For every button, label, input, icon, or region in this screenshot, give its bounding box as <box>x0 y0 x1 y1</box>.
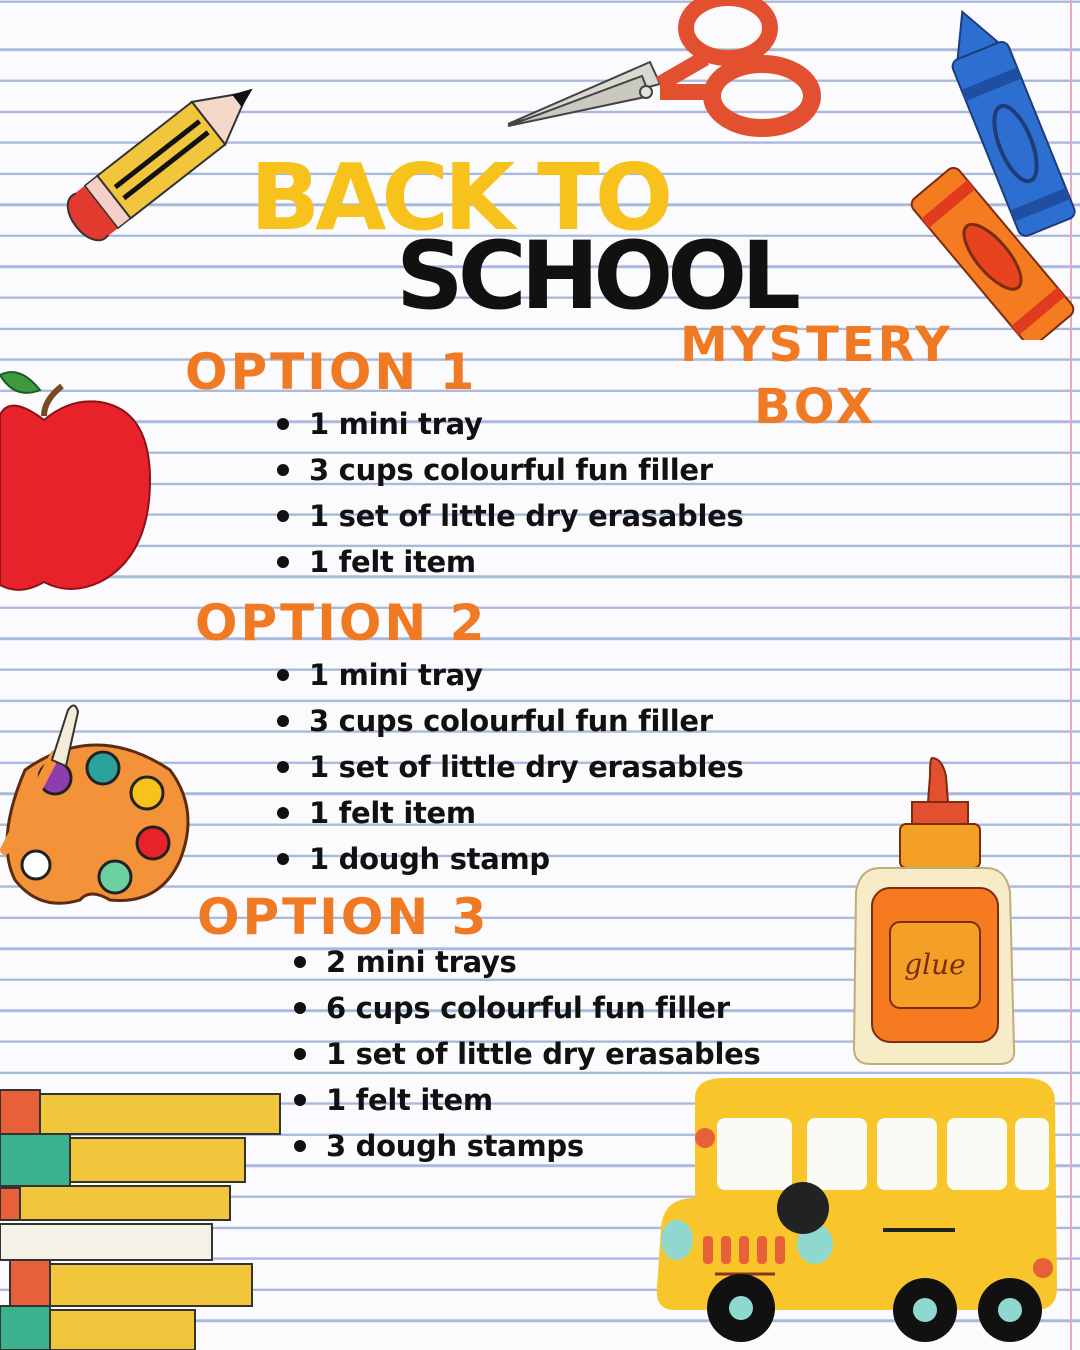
title-line-back-to: BACK TO <box>250 144 669 251</box>
apple-icon <box>0 360 160 600</box>
title-line-school: SCHOOL <box>396 222 796 331</box>
paint-palette-icon <box>0 700 200 915</box>
list-item: 3 dough stamps <box>294 1123 760 1169</box>
list-item: 1 set of little dry erasables <box>294 1031 760 1077</box>
list-item: 1 set of little dry erasables <box>277 493 743 539</box>
book-stack-icon <box>0 1088 290 1350</box>
option-3-list <box>294 939 760 1169</box>
glue-bottle-icon <box>850 752 1020 1070</box>
crayon-icon <box>860 120 1080 340</box>
option-3-heading: OPTION 3 <box>197 888 490 946</box>
list-item: 2 mini trays <box>294 939 760 985</box>
list-item: 1 felt item <box>294 1077 760 1123</box>
glue-label: glue <box>904 948 966 981</box>
scissors-icon <box>500 0 860 140</box>
list-item: 3 cups colourful fun filler <box>277 447 743 493</box>
list-item: 1 mini tray <box>277 652 743 698</box>
option-2-heading: OPTION 2 <box>195 594 488 652</box>
list-item: 1 felt item <box>277 790 743 836</box>
subtitle-line-box: BOX <box>754 379 876 436</box>
list-item: 1 set of little dry erasables <box>277 744 743 790</box>
list-item: 1 felt item <box>277 539 743 585</box>
option-2-list <box>277 652 743 882</box>
option-1-list <box>277 401 743 585</box>
list-item: 6 cups colourful fun filler <box>294 985 760 1031</box>
list-item: 1 mini tray <box>277 401 743 447</box>
list-item: 3 cups colourful fun filler <box>277 698 743 744</box>
option-1-heading: OPTION 1 <box>185 343 478 401</box>
list-item: 1 dough stamp <box>277 836 743 882</box>
subtitle-line-mystery: MYSTERY <box>680 317 953 373</box>
